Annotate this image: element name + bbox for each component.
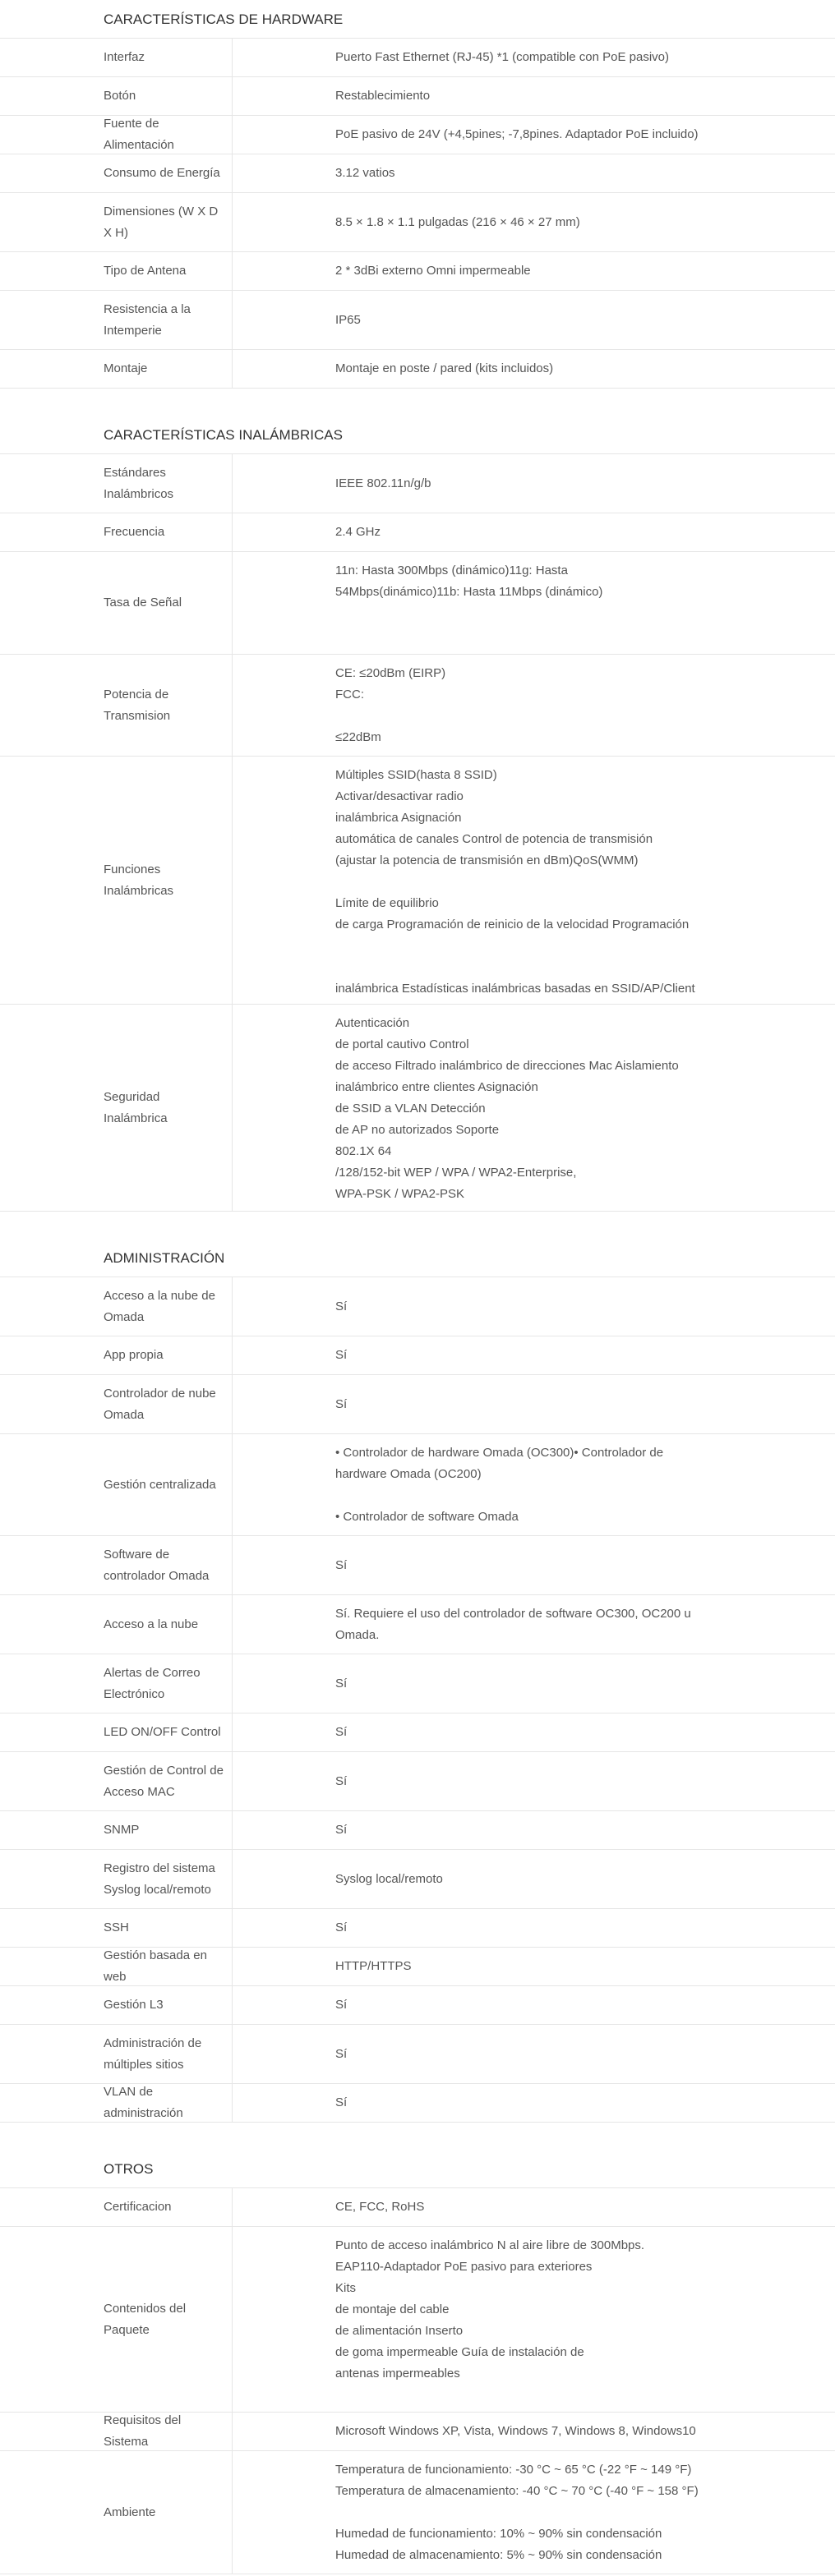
spec-row xyxy=(0,2188,835,2227)
spec-value-text: 11n: Hasta 300Mbps (dinámico)11g: Hasta 54Mbps(dinámico)11b: Hasta 11Mbps (dinámico) xyxy=(335,564,603,599)
spec-value: Sí xyxy=(335,1773,348,1788)
spec-key: Ambiente xyxy=(104,2505,156,2519)
spec-key: Frecuencia xyxy=(104,525,165,539)
spec-row xyxy=(0,2413,835,2451)
spec-row xyxy=(0,1850,835,1909)
spec-key: Acceso a la nube de Omada xyxy=(104,1288,215,1324)
spec-row xyxy=(0,1336,835,1375)
spec-key: VLAN de administración xyxy=(104,2085,183,2120)
spec-key: Tasa de Señal xyxy=(104,596,182,610)
spec-value: Puerto Fast Ethernet (RJ-45) *1 (compatible con PoE pasivo) xyxy=(335,50,670,64)
spec-row xyxy=(0,1986,835,2025)
spec-row xyxy=(0,552,835,655)
spec-key: Resistencia a la Intemperie xyxy=(104,301,191,338)
spec-row xyxy=(0,2025,835,2084)
spec-value: Sí xyxy=(335,1920,348,1934)
spec-value: IEEE 802.11n/g/b xyxy=(335,476,431,490)
spec-key: SNMP xyxy=(104,1823,140,1837)
spec-value: HTTP/HTTPS xyxy=(335,1959,412,1973)
section-title-wireless: CARACTERÍSTICAS INALÁMBRICAS xyxy=(0,389,835,454)
spec-value: IP65 xyxy=(335,312,361,327)
spec-key: Fuente de Alimentación xyxy=(104,117,174,152)
spec-row xyxy=(0,77,835,116)
spec-row xyxy=(0,2084,835,2123)
spec-value: Microsoft Windows XP, Vista, Windows 7, Windows 8, Windows10 xyxy=(335,2424,696,2438)
spec-key: Interfaz xyxy=(104,50,145,64)
spec-value xyxy=(233,552,835,654)
spec-row xyxy=(0,1909,835,1948)
spec-row xyxy=(0,2227,835,2413)
spec-value-text: Autenticación de portal cautivo Control de acceso Filtrado inalámbrico de direcciones Mac Aislamiento inalámbrico entre clientes Asignación de SSID a VLAN Detección de AP no autorizados Soporte 802.1X 64 /128/152-bit WEP / WPA / WPA2-Enterprise, WPA-PSK / WPA2-PSK xyxy=(335,1016,679,1201)
spec-value-text: • Controlador de hardware Omada (OC300)• Controlador de hardware Omada (OC200) • Controlador de software Omada xyxy=(335,1446,664,1524)
spec-row xyxy=(0,1536,835,1595)
spec-row xyxy=(0,2451,835,2574)
spec-value: 2.4 GHz xyxy=(335,525,381,539)
spec-key: Alertas de Correo Electrónico xyxy=(104,1665,201,1701)
spec-key: Seguridad Inalámbrica xyxy=(104,1089,168,1125)
spec-key: Potencia de Transmision xyxy=(104,687,171,723)
spec-value: Syslog local/remoto xyxy=(335,1871,443,1886)
spec-key: Montaje xyxy=(104,361,148,375)
spec-row xyxy=(0,154,835,193)
spec-key: SSH xyxy=(104,1920,129,1934)
spec-key: Estándares Inalámbricos xyxy=(104,465,174,501)
spec-value-text: Múltiples SSID(hasta 8 SSID) Activar/desactivar radio inalámbrica Asignación automática de canales Control de potencia de transmisión (ajustar la potencia de transmisión en dBm)QoS(WMM) Límite de equilibrio de carga Programación de reinicio de la velocidad Programación inalámbrica Estadísticas inalámbricas basadas en SSID/AP/Client xyxy=(335,768,695,996)
spec-row xyxy=(0,1752,835,1811)
spec-key: Requisitos del Sistema xyxy=(104,2413,182,2449)
spec-key: Contenidos del Paquete xyxy=(104,2301,187,2337)
section-title-hardware: CARACTERÍSTICAS DE HARDWARE xyxy=(0,0,835,39)
spec-key: App propia xyxy=(104,1348,164,1362)
spec-value: Restablecimiento xyxy=(335,89,431,103)
spec-value xyxy=(233,2451,835,2574)
spec-value xyxy=(233,757,835,1004)
spec-key: Tipo de Antena xyxy=(104,264,187,278)
spec-row xyxy=(0,291,835,350)
spec-row xyxy=(0,1714,835,1752)
spec-value: 3.12 vatios xyxy=(335,166,395,180)
spec-key: Administración de múltiples sitios xyxy=(104,2036,202,2072)
spec-key: Consumo de Energía xyxy=(104,166,220,180)
spec-value: 2 * 3dBi externo Omni impermeable xyxy=(335,264,531,278)
spec-value: Montaje en poste / pared (kits incluidos) xyxy=(335,361,554,375)
spec-row xyxy=(0,39,835,77)
spec-value: Sí xyxy=(335,1348,348,1362)
spec-row xyxy=(0,1948,835,1986)
spec-key: Acceso a la nube xyxy=(104,1617,199,1631)
spec-key: Dimensiones (W X D X H) xyxy=(104,204,219,240)
spec-value: PoE pasivo de 24V (+4,5pines; -7,8pines. Adaptador PoE incluido) xyxy=(335,127,699,141)
spec-row xyxy=(0,454,835,513)
spec-value: Sí xyxy=(335,2095,348,2109)
spec-row xyxy=(0,1005,835,1212)
spec-value: Sí xyxy=(335,2046,348,2061)
spec-value xyxy=(233,1434,835,1535)
spec-value-text: Punto de acceso inalámbrico N al aire libre de 300Mbps. EAP110-Adaptador PoE pasivo para exteriores Kits de montaje del cable de alimentación Inserto de goma impermeable Guía de instalación de antenas impermeables xyxy=(335,2238,645,2380)
spec-value: Sí xyxy=(335,1998,348,2012)
spec-value: Sí xyxy=(335,1396,348,1411)
spec-value-text: Temperatura de funcionamiento: -30 °C ~ 65 °C (-22 °F ~ 149 °F) Temperatura de almacenamiento: -40 °C ~ 70 °C (-40 °F ~ 158 °F) Humedad de funcionamiento: 10% ~ 90% sin condensación Humedad de almacenamiento: 5% ~ 90% sin condensación xyxy=(335,2463,699,2562)
spec-row xyxy=(0,1375,835,1434)
section-title-administration: ADMINISTRACIÓN xyxy=(0,1212,835,1277)
spec-row xyxy=(0,252,835,291)
spec-key: Gestión basada en web xyxy=(104,1948,207,1984)
spec-key: Controlador de nube Omada xyxy=(104,1386,216,1422)
spec-row xyxy=(0,757,835,1005)
spec-value: Sí xyxy=(335,1557,348,1572)
spec-row xyxy=(0,1811,835,1850)
spec-key: Gestión centralizada xyxy=(104,1477,216,1492)
spec-value: CE, FCC, RoHS xyxy=(335,2200,425,2214)
spec-value-text: Sí. Requiere el uso del controlador de software OC300, OC200 u Omada. xyxy=(335,1606,691,1642)
spec-value-text: CE: ≤20dBm (EIRP) FCC: ≤22dBm xyxy=(335,666,446,744)
spec-row xyxy=(0,1434,835,1536)
spec-value xyxy=(233,1005,835,1211)
spec-value xyxy=(233,655,835,756)
section-title-others: OTROS xyxy=(0,2123,835,2188)
spec-key: Funciones Inalámbricas xyxy=(104,862,174,898)
spec-value xyxy=(233,2227,835,2412)
spec-row xyxy=(0,116,835,154)
spec-key: LED ON/OFF Control xyxy=(104,1725,221,1739)
spec-value: Sí xyxy=(335,1299,348,1313)
spec-value: Sí xyxy=(335,1823,348,1837)
spec-value xyxy=(233,1595,835,1654)
spec-row xyxy=(0,1654,835,1714)
spec-value: Sí xyxy=(335,1725,348,1739)
spec-row xyxy=(0,1595,835,1654)
spec-key: Certificacion xyxy=(104,2200,172,2214)
spec-key: Gestión L3 xyxy=(104,1998,164,2012)
spec-value: Sí xyxy=(335,1676,348,1690)
spec-row xyxy=(0,193,835,252)
spec-key: Registro del sistema Syslog local/remoto xyxy=(104,1861,215,1897)
spec-row xyxy=(0,513,835,552)
spec-row xyxy=(0,655,835,757)
spec-row xyxy=(0,350,835,389)
spec-key: Gestión de Control de Acceso MAC xyxy=(104,1763,224,1799)
spec-key: Botón xyxy=(104,89,136,103)
spec-key: Software de controlador Omada xyxy=(104,1547,210,1583)
spec-row xyxy=(0,1277,835,1336)
spec-value: 8.5 × 1.8 × 1.1 pulgadas (216 × 46 × 27 mm) xyxy=(335,214,580,229)
